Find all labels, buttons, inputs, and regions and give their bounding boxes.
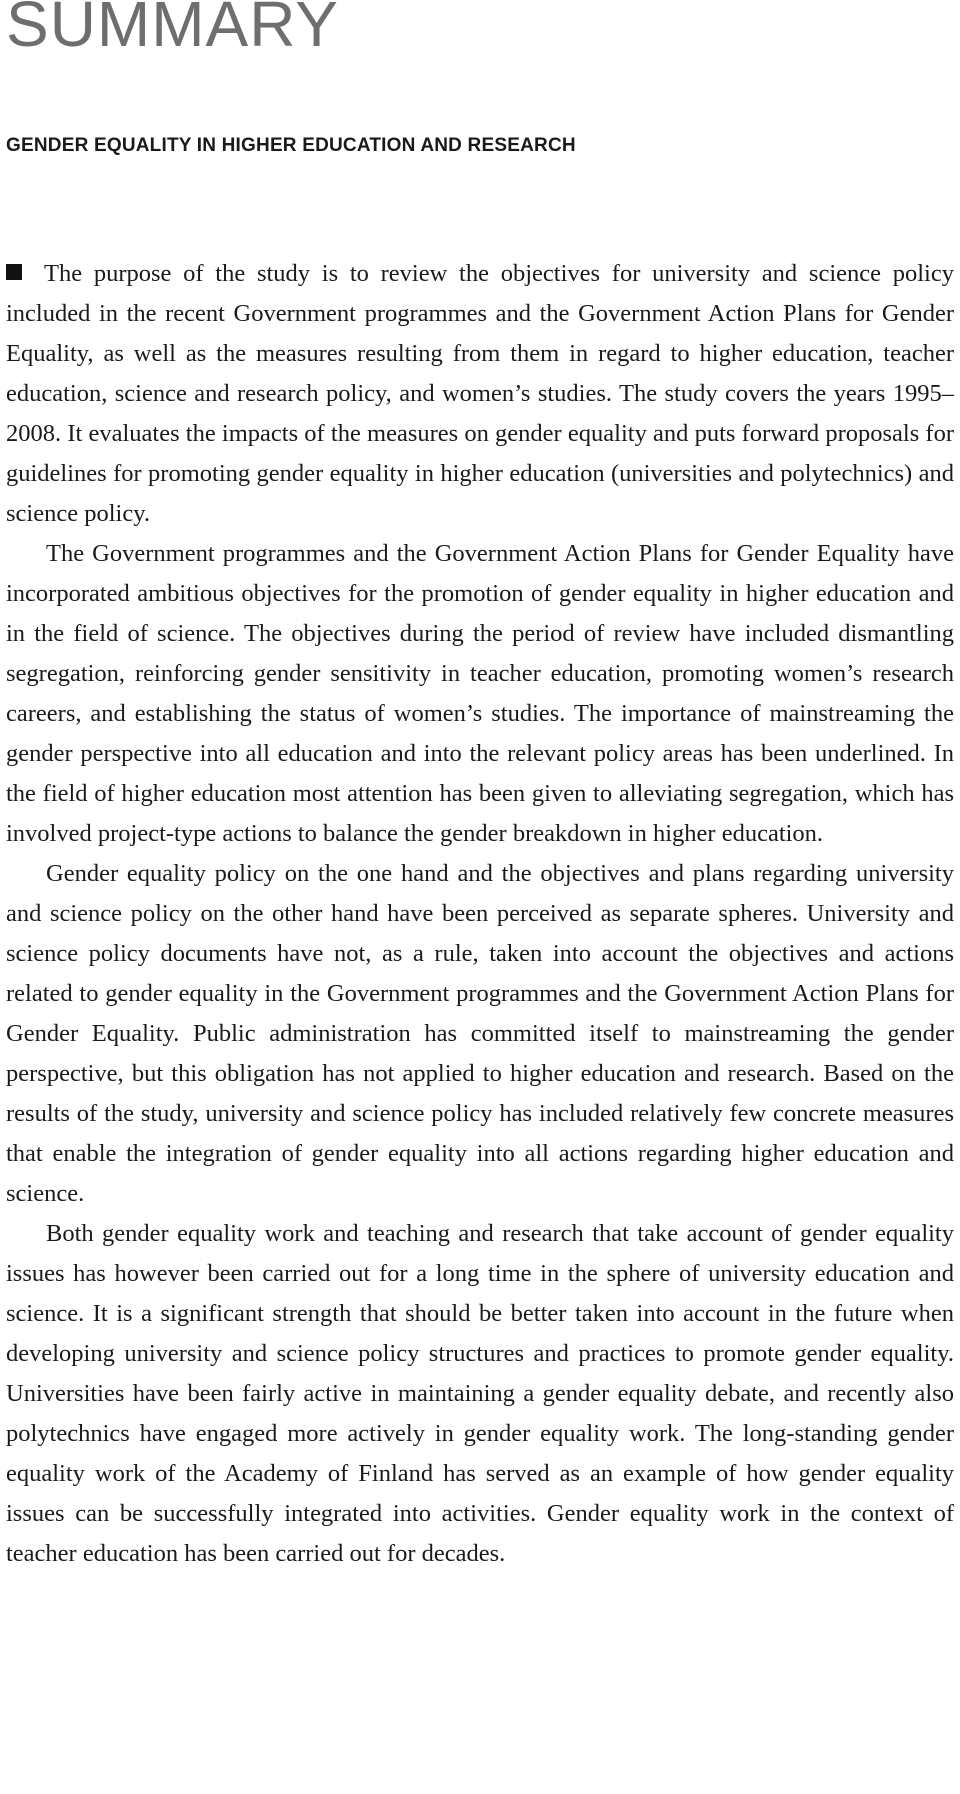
square-bullet-icon — [6, 264, 22, 280]
paragraph-1 — [6, 254, 954, 534]
paragraph-1-text: The purpose of the study is to review the objectives for university and science policy included in the recent Government programmes and the Government Action Plans for Gender Equality, as well as the measures resulting from them in regard to higher education, teacher education, science and research policy, and women’s studies. The study covers the years 1995–2008. It evaluates the impacts of the measures on gender equality and puts forward proposals for guidelines for promoting gender equality in higher education (universities and polytechnics) and science policy. — [6, 260, 954, 527]
paragraph-3: Gender equality policy on the one hand and the objectives and plans regarding university and science policy on the other hand have been perceived as separate spheres. University and science policy documents have not, as a rule, taken into account the objectives and actions related to gender equality in the Government programmes and the Government Action Plans for Gender Equality. Public administration has committed itself to mainstreaming the gender perspective, but this obligation has not applied to higher education and research. Based on the results of the study, university and science policy has included relatively few concrete measures that enable the integration of gender equality into all actions regarding higher education and science. — [6, 860, 954, 1207]
document-page — [6, 0, 954, 1574]
body-text — [6, 254, 954, 1574]
page-title: SUMMARY — [6, 0, 339, 60]
paragraph-2: The Government programmes and the Government Action Plans for Gender Equality have incorporated ambitious objectives for the promotion of gender equality in higher education and in the field of science. The objectives during the period of review have included dismantling segregation, reinforcing gender sensitivity in teacher education, promoting women’s research careers, and establishing the status of women’s studies. The importance of mainstreaming the gender perspective into all education and into the relevant policy areas has been underlined. In the field of higher education most attention has been given to alleviating segregation, which has involved project-type actions to balance the gender breakdown in higher education. — [6, 540, 954, 847]
section-heading: GENDER EQUALITY IN HIGHER EDUCATION AND RESEARCH — [6, 135, 576, 156]
paragraph-4: Both gender equality work and teaching and research that take account of gender equality issues has however been carried out for a long time in the sphere of university education and science. It is a significant strength that should be better taken into account in the future when developing university and science policy structures and practices to promote gender equality. Universities have been fairly active in maintaining a gender equality debate, and recently also polytechnics have engaged more actively in gender equality work. The long-standing gender equality work of the Academy of Finland has served as an example of how gender equality issues can be successfully integrated into activities. Gender equality work in the context of teacher education has been carried out for decades. — [6, 1220, 954, 1567]
